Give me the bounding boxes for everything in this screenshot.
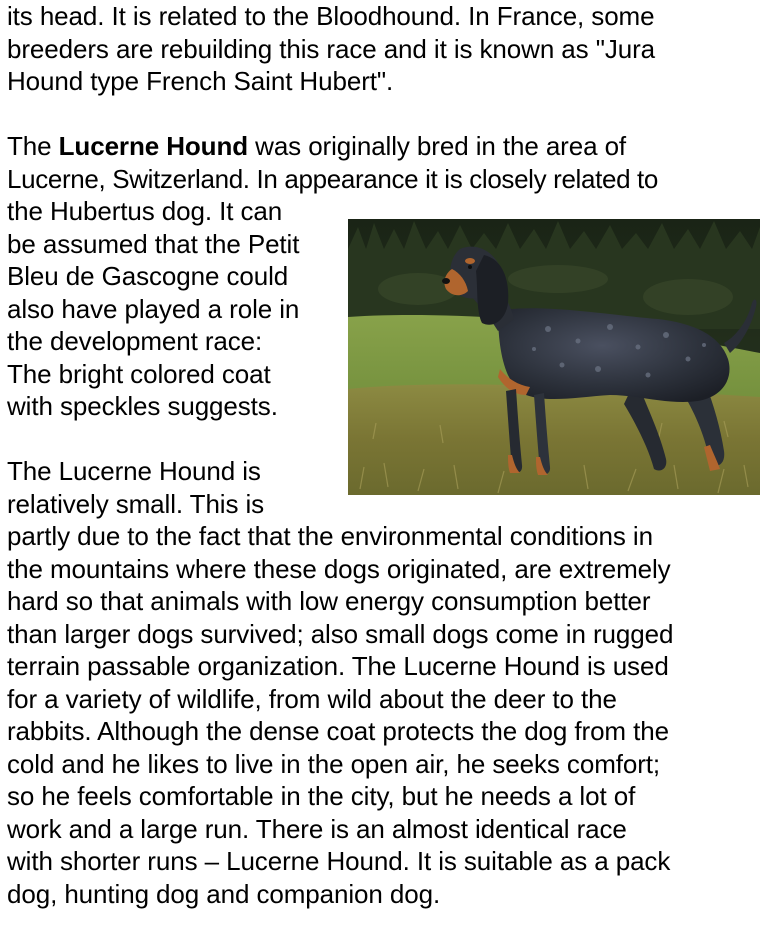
text-line: the Hubertus dog. It can [7,196,283,226]
text-line: work and a large run. There is an almost identical race [7,813,627,844]
text-line: be assumed that the Petit [7,228,300,259]
text-line: than larger dogs survived; also small dogs come in rugged [7,618,674,649]
text-line: with shorter runs – Lucerne Hound. It is suitable as a pack [7,846,671,876]
paragraph-spacer [7,98,759,131]
text-line: cold and he likes to live in the open air, he seeks comfort; [7,748,661,779]
text-run: The [7,131,59,161]
text-line: for a variety of wildlife, from wild about the deer to the [7,683,617,714]
text-line: its head. It is related to the Bloodhound. In France, some [7,1,655,31]
text-line: so he feels comfortable in the city, but he needs a lot of [7,781,636,811]
text-line: breeders are rebuilding this race and it is known as "Jura [7,33,655,64]
text-line: terrain passable organization. The Lucerne Hound is used [7,651,669,681]
text-run: was originally bred in the area of [248,131,627,161]
paragraph-jura-hound [7,0,759,98]
text-line: Lucerne, Switzerland. In appearance it is closely related to [7,163,659,194]
text-line: dog, hunting dog and companion dog. [7,878,441,909]
text-line: the development race: [7,326,263,356]
text-line: The bright colored coat [7,358,271,389]
breed-name-bold: Lucerne Hound [58,131,249,161]
dog-photo [348,219,760,495]
text-line: Bleu de Gascogne could [7,261,289,291]
text-line: hard so that animals with low energy consumption better [7,586,651,616]
text-line: also have played a role in [7,293,300,324]
text-line [7,130,759,163]
text-line: partly due to the fact that the environmental conditions in [7,521,653,551]
text-line: Hound type French Saint Hubert". [7,66,394,96]
text-line: rabbits. Although the dense coat protects the dog from the [7,716,669,746]
text-line: with speckles suggests. [7,391,278,421]
dog-photo-illustration [348,219,760,495]
text-line: The Lucerne Hound is [7,456,261,486]
text-line: relatively small. This is [7,488,265,519]
paragraph-lucerne-description [7,455,759,910]
text-line: the mountains where these dogs originated, are extremely [7,553,671,584]
